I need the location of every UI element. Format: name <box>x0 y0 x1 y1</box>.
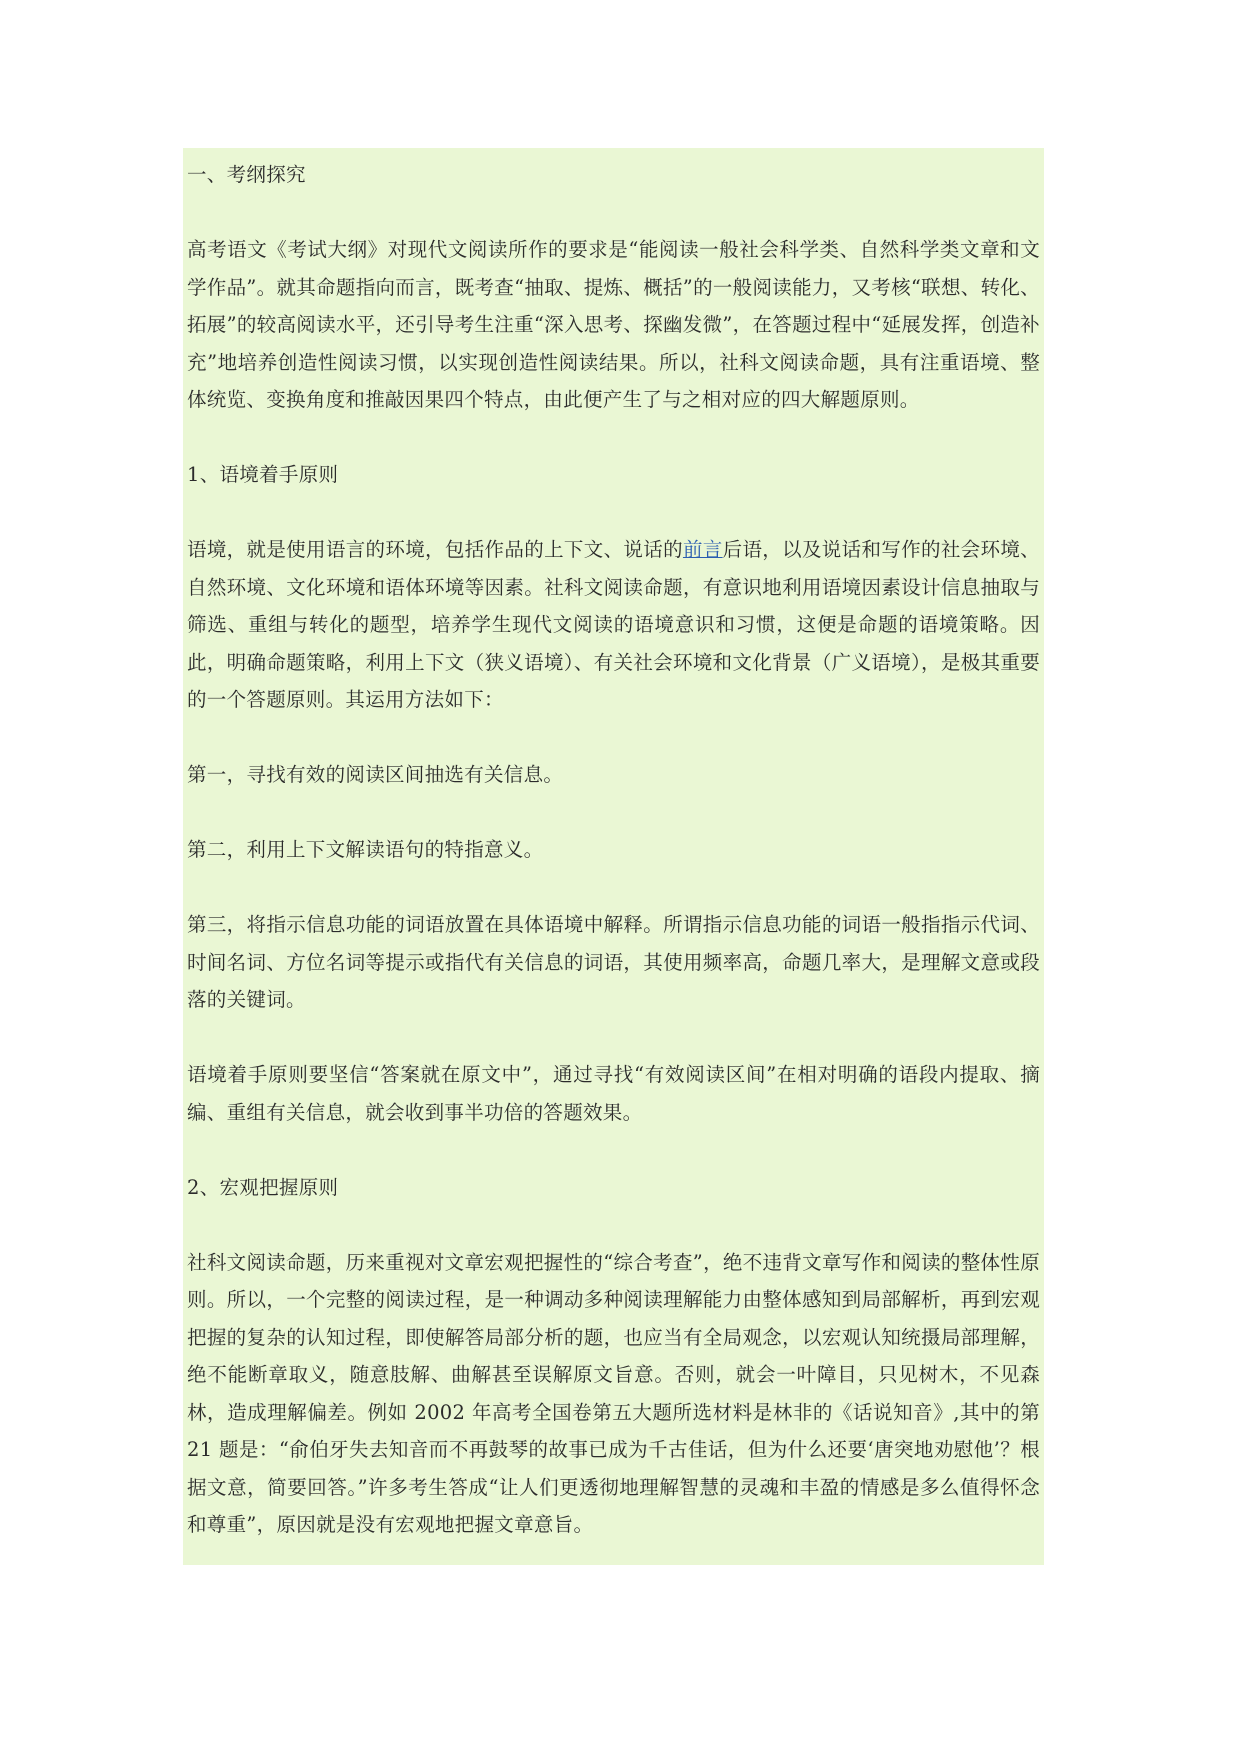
paragraph-spacer <box>187 419 1040 457</box>
paragraph-spacer <box>187 1019 1040 1057</box>
document-content <box>183 148 1044 1565</box>
paragraph-text: 后语，以及说话和写作的社会环境、自然环境、文化环境和语体环境等因素。社科文阅读命题，有意识地利用语境因素设计信息抽取与筛选、重组与转化的题型，培养学生现代文阅读的语境意识和习惯，这便是命题的语境策略。因此，明确命题策略，利用上下文（狭义语境）、有关社会环境和文化背景（广义语境），是极其重要的一个答题原则。其运用方法如下： <box>187 538 1040 711</box>
paragraph-method-3: 第三，将指示信息功能的词语放置在具体语境中解释。所谓指示信息功能的词语一般指指示代词、时间名词、方位名词等提示或指代有关信息的词语，其使用频率高，命题几率大，是理解文意或段落的关键词。 <box>187 913 1040 1011</box>
paragraph-method-1: 第一，寻找有效的阅读区间抽选有关信息。 <box>187 763 564 786</box>
paragraph-exam-requirements: 高考语文《考试大纲》对现代文阅读所作的要求是“能阅读一般社会科学类、自然科学类文章和文学作品”。就其命题指向而言，既考查“抽取、提炼、概括”的一般阅读能力，又考核“联想、转化、拓展”的较高阅读水平，还引导考生注重“深入思考、探幽发微”，在答题过程中“延展发挥，创造补充”地培养创造性阅读习惯，以实现创造性阅读结果。所以，社科文阅读命题，具有注重语境、整体统览、变换角度和推敲因果四个特点，由此便产生了与之相对应的四大解题原则。 <box>187 238 1040 411</box>
paragraph-method-2: 第二，利用上下文解读语句的特指意义。 <box>187 838 544 861</box>
paragraph-spacer <box>187 1206 1040 1244</box>
paragraph-context-summary: 语境着手原则要坚信“答案就在原文中”，通过寻找“有效阅读区间”在相对明确的语段内提取、摘编、重组有关信息，就会收到事半功倍的答题效果。 <box>187 1063 1040 1124</box>
paragraph-spacer <box>187 719 1040 757</box>
link-qianyan[interactable]: 前言 <box>682 538 723 561</box>
paragraph-spacer <box>187 494 1040 532</box>
section-heading-context-principle: 1、语境着手原则 <box>187 463 339 486</box>
section-heading-exam-outline: 一、考纲探究 <box>187 163 306 186</box>
paragraph-macro-grasp: 社科文阅读命题，历来重视对文章宏观把握性的“综合考查”，绝不违背文章写作和阅读的整体性原则。所以，一个完整的阅读过程，是一种调动多种阅读理解能力由整体感知到局部解析，再到宏观把握的复杂的认知过程，即使解答局部分析的题，也应当有全局观念，以宏观认知统摄局部理解，绝不能断章取义，随意肢解、曲解甚至误解原文旨意。否则，就会一叶障目，只见树木，不见森林，造成理解偏差。例如 2002 年高考全国卷第五大题所选材料是林非的《话说知音》,其中的第 21 题是：“俞伯牙失去知音而不再鼓琴的故事已成为千古佳话，但为什么还要‘唐突地劝慰他’？根据文意，简要回答。”许多考生答成“让人们更透彻地理解智慧的灵魂和丰盈的情感是多么值得怀念和尊重”，原因就是没有宏观地把握文章意旨。 <box>187 1250 1040 1536</box>
paragraph-context-definition <box>187 531 1040 719</box>
paragraph-spacer <box>187 794 1040 832</box>
paragraph-text: 语境，就是使用语言的环境，包括作品的上下文、说话的 <box>187 538 683 561</box>
paragraph-spacer <box>187 1131 1040 1169</box>
paragraph-spacer <box>187 194 1040 232</box>
paragraph-spacer <box>187 869 1040 907</box>
section-heading-macro-principle: 2、宏观把握原则 <box>187 1175 339 1199</box>
